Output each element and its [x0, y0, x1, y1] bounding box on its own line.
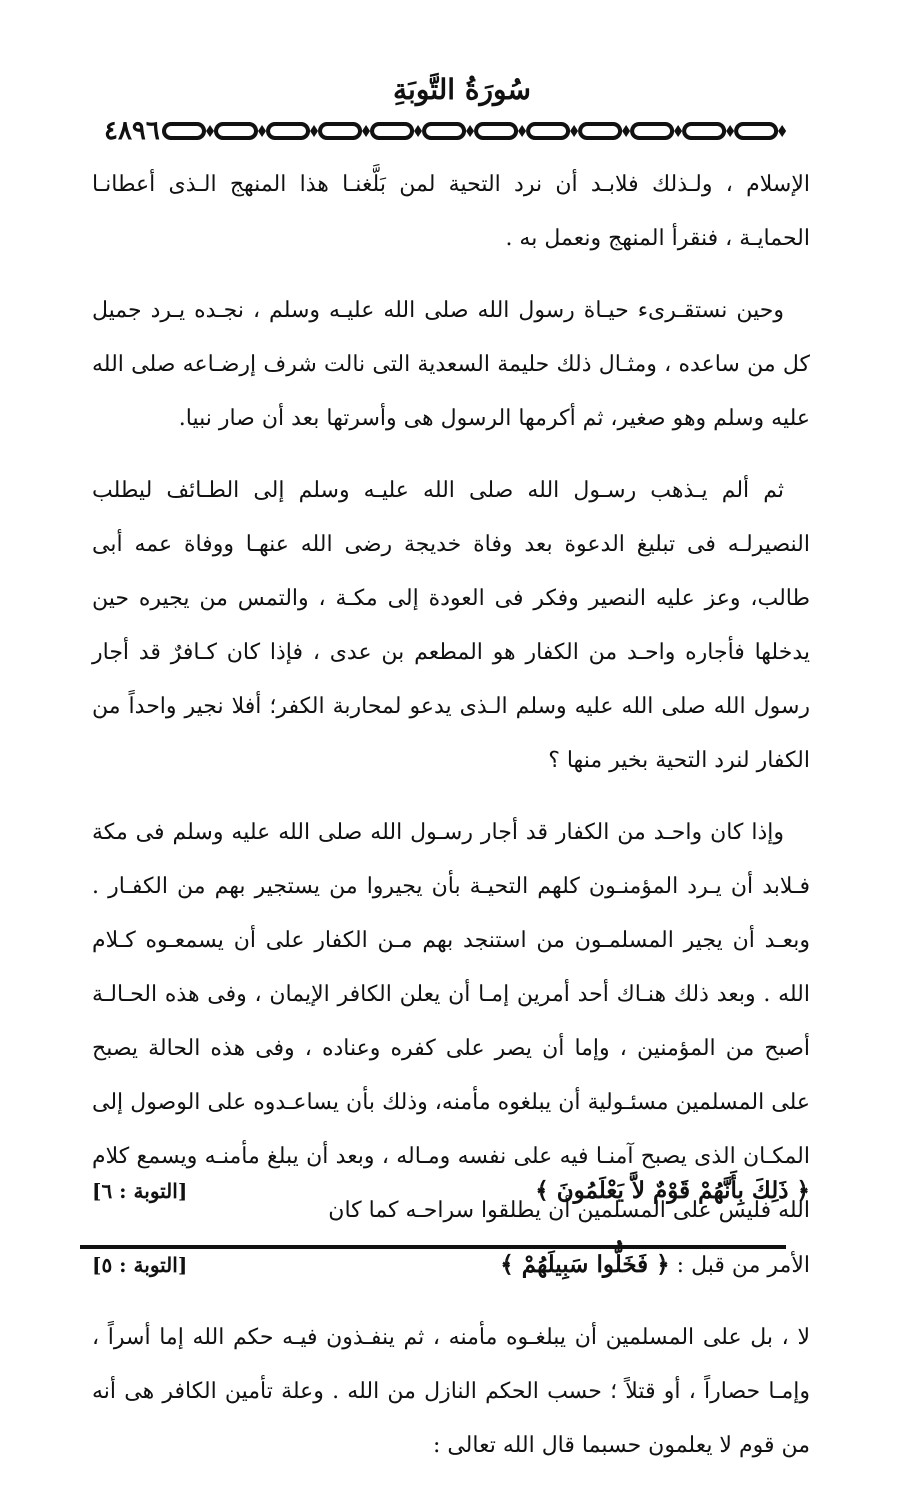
- verse-reference: [التوبة : ٥]: [92, 1253, 188, 1277]
- paragraph-1: الإسلام ، ولـذلك فلابـد أن نرد التحية لمن بَلَّغنـا هذا المنهج الـذى أعطانـا الحمايـة ، فنقرأ المنهج ونعمل به .: [92, 172, 810, 251]
- final-verse-reference: [التوبة : ٦]: [92, 1179, 188, 1203]
- paragraph-3: ثم ألم يـذهب رسـول الله صلى الله عليـه وسلم إلى الطـائف ليطلب النصيرلـه فى تبليغ الدعوة بعد وفاة خديجة رضى الله عنهـا ووفاة عمه أبى طالب، وعز عليه النصير وفكر فى العودة إلى مكـة ، والتمس من يجيره حين يدخلها فأجاره واحـد من الكفار هو المطعم بن عدى ، فإذا كان كـافرٌ قد أجار رسول الله صلى الله عليه وسلم الـذى يدعو لمحاربة الكفر؛ أفلا نجير واحداً من الكفار لنرد التحية بخير منها ؟: [92, 478, 810, 773]
- page-number: ٤٨٩٦: [104, 116, 160, 146]
- body-text: [92, 158, 810, 1491]
- paragraph-2: وحين نستقـرىء حيـاة رسول الله صلى الله عليـه وسلم ، نجـده يـرد جميل كل من ساعده ، ومثـال ذلك حليمة السعدية التى نالت شرف إرضـاعه صلى الله عليه وسلم وهو صغير، ثم أكرمها الرسول هى وأسرتها بعد أن صار نبيا.: [92, 298, 810, 431]
- header-ornament-row: [100, 116, 800, 146]
- quran-verse-final: ﴿ ذَلِكَ بِأَنَّهُمْ قَوْمٌ لاَّ يَعْلَمُونَ ﴾: [535, 1177, 810, 1204]
- paragraph-5: لا ، بل على المسلمين أن يبلغـوه مأمنه ، ثم ينفـذون فيـه حكم الله إما أسراً ، وإمـا حصاراً ، أو قتلاً ؛ حسب الحكم النازل من الله . وعلة تأمين الكافر هى أنه من قوم لا يعلمون حسبما قال الله تعالى :: [92, 1325, 810, 1458]
- chain-ornament-icon: [160, 119, 800, 143]
- final-verse-block: [92, 1164, 810, 1218]
- surah-title: سُورَةُ التَّوبَةِ: [393, 73, 531, 106]
- paragraph-4-text: وإذا كان واحـد من الكفار قد أجار رسـول الله صلى الله عليه وسلم فى مكة فـلابد أن يـرد المؤمنـون كلهم التحيـة بأن يجيروا من يستجير بهم من الكفـار . وبعـد أن يجير المسلمـون من استنجد بهم مـن الكفار على أن يسمعـوه كـلام الله . وبعد ذلك هنـاك أحد أمرين إمـا أن يعلن الكافر الإيمان ، وفى هذه الحـالـة أصبح من المؤمنين ، وإما أن يصر على كفره وعناده ، وفى هذه الحالة يصبح على المسلمين مسئـولية أن يبلغوه مأمنه، وذلك بأن يساعـدوه على الوصول إلى المكـان الذى يصبح آمنـا فيه على نفسه ومـاله ، وبعد أن يبلغ مأمنـه ويسمع كلام الله فليس على المسلمين أن يطلقوا سراحـه كما كان: [92, 820, 810, 1223]
- paragraph-4: [92, 806, 810, 1293]
- footer-rule: [80, 1245, 786, 1249]
- quran-verse-inline: ﴿ فَخَلُّوا سَبِيلَهُمْ ﴾: [500, 1251, 670, 1278]
- verse-prefix: الأمر من قبل :: [676, 1253, 810, 1278]
